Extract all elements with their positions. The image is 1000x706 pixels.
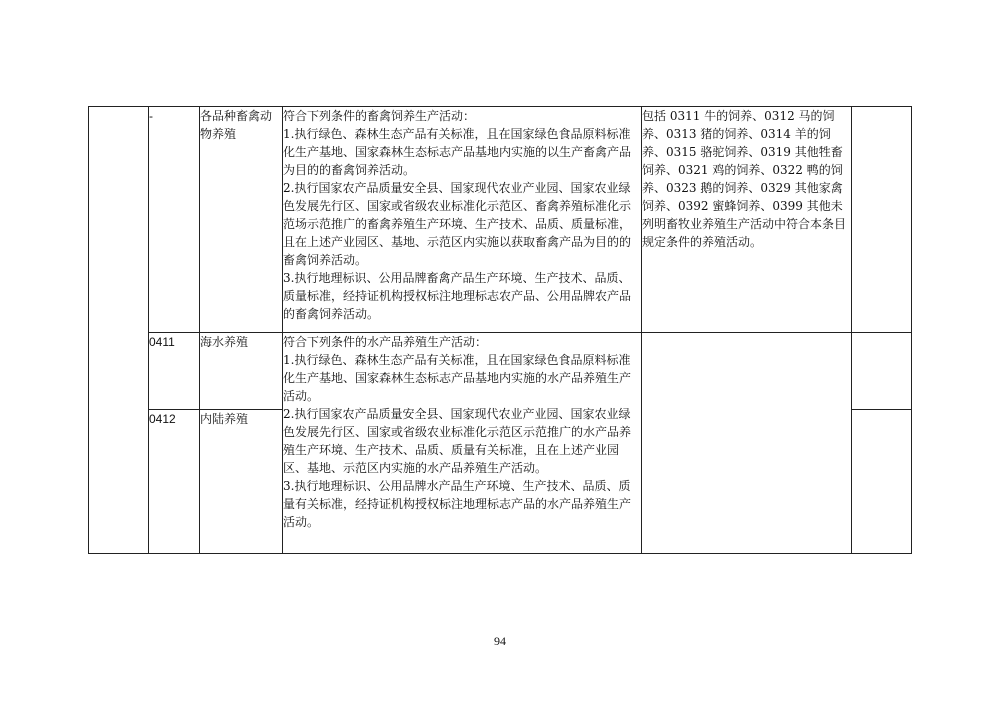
industry-name: 海水养殖 xyxy=(200,333,283,410)
industry-name: 各品种畜禽动物养殖 xyxy=(200,107,283,333)
note-cell xyxy=(852,410,912,554)
catalog-table xyxy=(88,106,912,554)
note-cell xyxy=(852,107,912,333)
criteria-cell xyxy=(283,333,642,554)
criteria-line: 3.执行地理标识、公用品牌水产品生产环境、生产技术、品质、质量有关标准，经持证机构授权标注地理标志产品的水产品养殖生产活动。 xyxy=(283,479,632,529)
industry-code: 0412 xyxy=(149,410,200,554)
note-cell xyxy=(852,333,912,410)
criteria-line: 1.执行绿色、森林生态产品有关标准，且在国家绿色食品原料标准化生产基地、国家森林生态标志产品基地内实施的以生产畜禽产品为目的的畜禽饲养活动。 xyxy=(283,127,632,177)
criteria-line: 符合下列条件的水产品养殖生产活动： xyxy=(283,335,488,349)
industry-code: 0411 xyxy=(149,333,200,410)
criteria-line: 1.执行绿色、森林生态产品有关标准，且在国家绿色食品原料标准化生产基地、国家森林生态标志产品基地内实施的水产品养殖生产活动。 xyxy=(283,353,632,403)
scope-cell: 包括 0311 牛的饲养、0312 马的饲养、0313 猪的饲养、0314 羊的饲养、0315 骆驼饲养、0319 其他牲畜饲养、0321 鸡的饲养、0322 鸭的饲养、0323 鹅的饲养、0329 其他家禽饲养、0392 蜜蜂饲养、0399 其他未列明畜牧业养殖生产活动中符合本条目规定条件的养殖活动。 xyxy=(642,107,852,333)
criteria-line: 2.执行国家农产品质量安全县、国家现代农业产业园、国家农业绿色发展先行区、国家或省级农业标准化示范区、畜禽养殖标准化示范场示范推广的畜禽养殖生产环境、生产技术、品质、质量标准，且在上述产业园区、基地、示范区内实施以获取畜禽产品为目的的畜禽饲养活动。 xyxy=(283,181,632,267)
table-row xyxy=(89,107,912,333)
table-row xyxy=(89,333,912,410)
industry-name: 内陆养殖 xyxy=(200,410,283,554)
criteria-cell xyxy=(283,107,642,333)
industry-code: - xyxy=(149,107,200,333)
criteria-line: 3.执行地理标识、公用品牌畜禽产品生产环境、生产技术、品质、质量标准，经持证机构授权标注地理标志农产品、公用品牌农产品的畜禽饲养活动。 xyxy=(283,271,632,321)
page-number: 94 xyxy=(494,634,506,648)
scope-cell xyxy=(642,333,852,554)
category-cell xyxy=(89,107,149,554)
criteria-line: 符合下列条件的畜禽饲养生产活动： xyxy=(283,109,476,123)
criteria-line: 2.执行国家农产品质量安全县、国家现代农业产业园、国家农业绿色发展先行区、国家或省级农业标准化示范区示范推广的水产品养殖生产环境、生产技术、品质、质量有关标准，且在上述产业园区、基地、示范区内实施的水产品养殖生产活动。 xyxy=(283,407,632,475)
